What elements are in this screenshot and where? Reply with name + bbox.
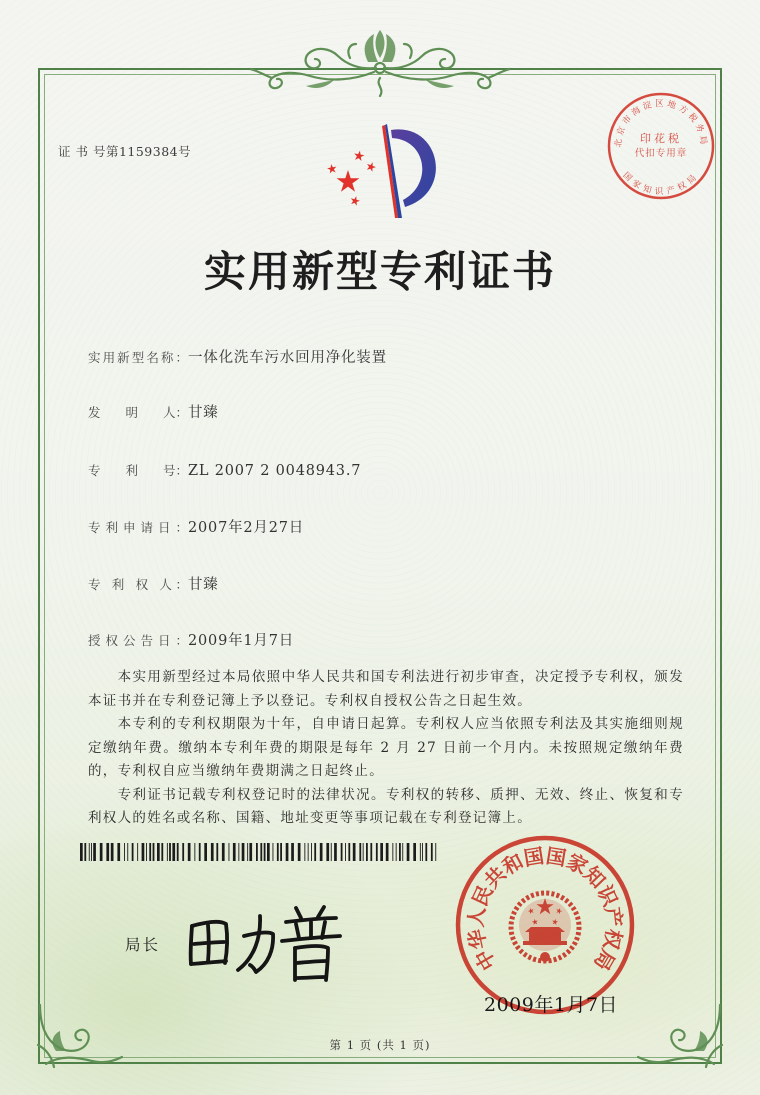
barcode-bar bbox=[341, 843, 343, 861]
barcode bbox=[80, 843, 440, 861]
ornament-curl bbox=[404, 44, 412, 58]
signature-stroke bbox=[238, 916, 260, 970]
field-grant-date bbox=[88, 630, 294, 650]
barcode-bar bbox=[320, 843, 323, 861]
barcode-bar bbox=[161, 843, 163, 861]
field-label: 发 明 人： bbox=[88, 405, 189, 420]
barcode-bar bbox=[396, 843, 397, 861]
director-signature bbox=[178, 898, 343, 986]
barcode-bar bbox=[260, 843, 262, 861]
barcode-bar bbox=[298, 843, 301, 861]
barcode-bar bbox=[392, 843, 393, 861]
barcode-bar bbox=[331, 843, 332, 861]
barcode-bar bbox=[182, 843, 184, 861]
ornament-tail bbox=[250, 69, 272, 78]
barcode-bar bbox=[153, 843, 155, 861]
corner-ornament-icon bbox=[36, 985, 126, 1070]
barcode-bar bbox=[222, 843, 225, 861]
body-paragraph: 专利证书记载专利权登记时的法律状况。专利权的转移、质押、无效、终止、恢复和专利权人的姓名或名称、国籍、地址变更等事项记载在专利登记簿上。 bbox=[88, 786, 684, 826]
barcode-bar bbox=[311, 843, 312, 861]
emblem-gate-base bbox=[523, 941, 567, 945]
barcode-bar bbox=[425, 843, 427, 861]
barcode-bar bbox=[280, 843, 282, 861]
barcode-bar bbox=[264, 843, 266, 861]
barcode-bar bbox=[229, 843, 230, 861]
field-patent-number bbox=[88, 460, 361, 480]
signature-stroke bbox=[296, 908, 301, 918]
barcode-bar bbox=[188, 843, 191, 861]
barcode-bar bbox=[117, 843, 120, 861]
barcode-bar bbox=[402, 843, 403, 861]
signature-stroke bbox=[296, 977, 326, 978]
tax-seal-ring-bottom-text: 国家知识产权局 bbox=[620, 170, 702, 198]
field-label: 专利申请日： bbox=[88, 520, 188, 535]
barcode-bar bbox=[216, 843, 218, 861]
barcode-bar bbox=[167, 843, 168, 861]
field-value: ZL 2007 2 0048943.7 bbox=[188, 463, 362, 479]
logo-star-small bbox=[351, 196, 360, 206]
barcode-bar bbox=[256, 843, 258, 861]
barcode-bar bbox=[399, 843, 401, 861]
page-title: 实用新型专利证书 bbox=[203, 247, 556, 296]
emblem-gear bbox=[540, 952, 550, 962]
barcode-bar bbox=[172, 843, 175, 861]
barcode-bar bbox=[431, 843, 433, 861]
barcode-bar bbox=[89, 843, 90, 861]
tax-seal-ring bbox=[609, 94, 713, 198]
logo-star-small bbox=[367, 162, 376, 172]
field-value: 2009年1月7日 bbox=[188, 633, 295, 649]
barcode-bar bbox=[286, 843, 289, 861]
barcode-bar bbox=[194, 843, 195, 861]
ornament-scroll bbox=[638, 1057, 714, 1064]
barcode-bar bbox=[407, 843, 410, 861]
certificate-body bbox=[88, 666, 684, 831]
ornament-leaf bbox=[694, 1031, 707, 1051]
barcode-bar bbox=[111, 843, 114, 861]
signature-stroke bbox=[296, 924, 299, 938]
barcode-bar bbox=[326, 843, 329, 861]
barcode-bar bbox=[359, 843, 361, 861]
barcode-bar bbox=[273, 843, 274, 861]
barcode-bar bbox=[204, 843, 207, 861]
emblem-gate-roof bbox=[525, 927, 565, 932]
signature-char-1 bbox=[191, 922, 228, 964]
ornament-drop bbox=[379, 78, 382, 96]
barcode-bar bbox=[308, 843, 309, 861]
tax-seal-ring-bottom bbox=[621, 171, 702, 197]
field-label: 专 利 权 人： bbox=[88, 577, 188, 592]
barcode-bar bbox=[169, 843, 171, 861]
signature-char-2 bbox=[238, 916, 273, 972]
signature-stroke bbox=[282, 936, 340, 941]
cnipa-logo-icon bbox=[315, 112, 450, 227]
tax-seal-ring-top-text: 北京市海淀区地方税务局 bbox=[613, 99, 709, 148]
ornament-crest bbox=[376, 30, 385, 58]
barcode-bar bbox=[137, 843, 138, 861]
field-inventor bbox=[88, 402, 219, 422]
corner-ornament-icon bbox=[634, 985, 724, 1070]
barcode-bar bbox=[370, 843, 372, 861]
national-emblem-icon bbox=[511, 893, 579, 962]
barcode-bar bbox=[435, 843, 436, 861]
barcode-bar bbox=[238, 843, 239, 861]
ornament-tail bbox=[488, 69, 510, 78]
barcode-bar bbox=[386, 843, 389, 861]
body-paragraph: 本专利的专利权期限为十年，自申请日起算。专利权人应当依照专利法及其实施细则规定缴纳年费。缴纳本专利年费的期限是每年 2 月 27 日前一个月内。未按照规定缴纳年费的，专利权自应当缴纳年费期满之日起终止。 bbox=[88, 716, 684, 779]
barcode-bar bbox=[348, 843, 350, 861]
seal-ring-textpath: 中华人民共和国国家知识产权局 bbox=[463, 843, 627, 975]
barcode-bar bbox=[353, 843, 356, 861]
ornament-scroll bbox=[40, 1005, 89, 1051]
page-footer: 第 1 页 (共 1 页) bbox=[329, 1038, 431, 1052]
body-paragraph: 本实用新型经过本局依照中华人民共和国专利法进行初步审查，决定授予专利权，颁发本证书并在专利登记簿上予以登记。专利权自授权公告之日起生效。 bbox=[88, 669, 684, 709]
tax-seal-center-line2: 代扣专用章 bbox=[634, 148, 688, 159]
barcode-bar bbox=[345, 843, 346, 861]
barcode-bar bbox=[242, 843, 245, 861]
ornament-leaf bbox=[426, 80, 454, 88]
signature-stroke bbox=[318, 907, 324, 917]
barcode-bar bbox=[334, 843, 337, 861]
field-patentee bbox=[88, 574, 219, 594]
field-value: 一体化洗车污水回用净化装置 bbox=[188, 350, 387, 366]
barcode-bar bbox=[376, 843, 378, 861]
ornament-leaf bbox=[306, 80, 334, 88]
ornament-leaf bbox=[53, 1031, 66, 1051]
official-seal bbox=[453, 833, 637, 1017]
logo-star-large bbox=[337, 170, 360, 192]
signature-stroke bbox=[191, 926, 192, 964]
field-value: 甘臻 bbox=[188, 405, 219, 421]
stamp-duty-seal bbox=[605, 90, 717, 202]
barcode-bar bbox=[146, 843, 147, 861]
signature-stroke bbox=[297, 961, 326, 963]
barcode-bar bbox=[249, 843, 252, 861]
field-label: 实用新型名称： bbox=[88, 350, 188, 365]
barcode-bar bbox=[127, 843, 128, 861]
ornament-scroll bbox=[671, 1005, 720, 1051]
logo-star-small bbox=[354, 151, 364, 161]
barcode-bar bbox=[314, 843, 316, 861]
barcode-bar bbox=[106, 843, 109, 861]
barcode-bar bbox=[422, 843, 423, 861]
tax-seal-center-line1: 印花税 bbox=[640, 132, 682, 145]
barcode-bar bbox=[267, 843, 270, 861]
ornament-curl bbox=[348, 44, 356, 58]
barcode-bar bbox=[149, 843, 151, 861]
barcode-bar bbox=[420, 843, 421, 861]
barcode-bar bbox=[247, 843, 248, 861]
top-ornament-icon bbox=[250, 28, 510, 108]
logo-blade-red bbox=[382, 125, 398, 218]
barcode-bar bbox=[233, 843, 236, 861]
barcode-bar bbox=[177, 843, 179, 861]
field-value: 2007年2月27日 bbox=[188, 520, 305, 536]
barcode-bar bbox=[291, 843, 294, 861]
signature-stroke bbox=[208, 925, 209, 962]
ornament-right-half bbox=[382, 34, 510, 88]
logo-star-small bbox=[327, 164, 336, 173]
barcode-bar bbox=[100, 843, 103, 861]
barcode-bar bbox=[157, 843, 160, 861]
barcode-bar bbox=[366, 843, 368, 861]
barcode-bar bbox=[199, 843, 201, 861]
issue-date: 2009年1月7日 bbox=[484, 994, 619, 1016]
ornament-left-half bbox=[250, 34, 378, 88]
director-label: 局长 bbox=[125, 936, 161, 954]
barcode-bar bbox=[142, 843, 145, 861]
certificate-number: 证 书 号第1159384号 bbox=[58, 144, 192, 159]
barcode-bar bbox=[304, 843, 305, 861]
barcode-bar bbox=[93, 843, 96, 861]
barcode-bar bbox=[80, 843, 83, 861]
barcode-bar bbox=[363, 843, 364, 861]
field-utility-model-name bbox=[88, 347, 387, 367]
field-label: 授权公告日： bbox=[88, 633, 188, 648]
barcode-bar bbox=[277, 843, 279, 861]
field-application-date bbox=[88, 517, 304, 537]
ornament-scroll bbox=[46, 1057, 122, 1064]
barcode-bar bbox=[380, 843, 383, 861]
barcode-bar bbox=[211, 843, 214, 861]
barcode-bar bbox=[84, 843, 86, 861]
barcode-bar bbox=[132, 843, 134, 861]
barcode-bar bbox=[413, 843, 416, 861]
barcode-bar bbox=[124, 843, 125, 861]
field-value: 甘臻 bbox=[188, 577, 219, 593]
signature-char-3 bbox=[282, 907, 340, 980]
field-label: 专 利 号： bbox=[88, 463, 189, 478]
barcode-bar bbox=[91, 843, 92, 861]
emblem-gate bbox=[529, 932, 561, 941]
